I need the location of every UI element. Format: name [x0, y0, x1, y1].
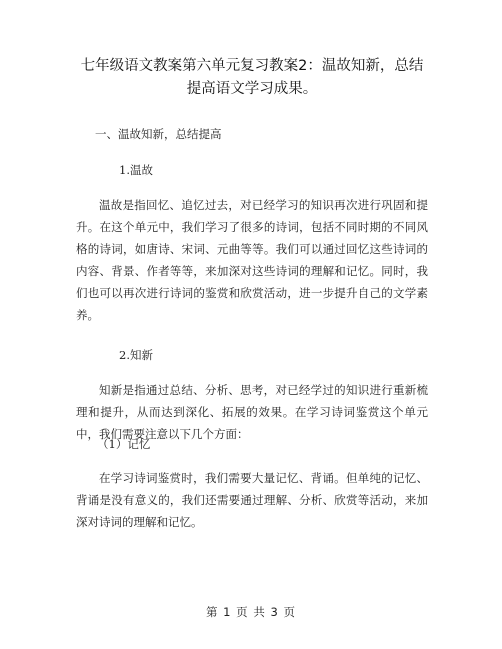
paragraph-wengu: 温故是指回忆、追忆过去，对已经学习的知识再次进行巩固和提升。在这个单元中，我们学习了很多的诗词，包括不同时期的不同风格的诗词，如唐诗、宋词、元曲等等。我们可以通过回忆这些诗词的内容、背景、作者等等，来加深对这些诗词的理解和记忆。同时，我们也可以再次进行诗词的鉴赏和欣赏活动，进一步提升自己的文学素养。 — [76, 198, 428, 322]
subsection-heading-zhixin: 2.知新 — [119, 348, 153, 362]
subsection-heading-wengu: 1.温故 — [119, 163, 153, 177]
paragraph-memory: 在学习诗词鉴赏时，我们需要大量记忆、背诵。但单纯的记忆、背诵是没有意义的，我们还需要通过理解、分析、欣赏等活动，来加深对诗词的理解和记忆。 — [76, 471, 428, 529]
point-heading-memory: （1）记忆 — [97, 437, 151, 451]
page-number-footer: 第 1 页 共 3 页 — [206, 605, 296, 619]
section-heading: 一、温故知新，总结提高 — [95, 127, 222, 141]
paragraph-zhixin: 知新是指通过总结、分析、思考，对已经学过的知识进行重新梳理和提升，从而达到深化、拓展的效果。在学习诗词鉴赏这个单元中，我们需要注意以下几个方面： — [76, 383, 428, 441]
document-title: 七年级语文教案第六单元复习教案2：温故知新，总结提高语文学习成果。 — [80, 58, 424, 97]
